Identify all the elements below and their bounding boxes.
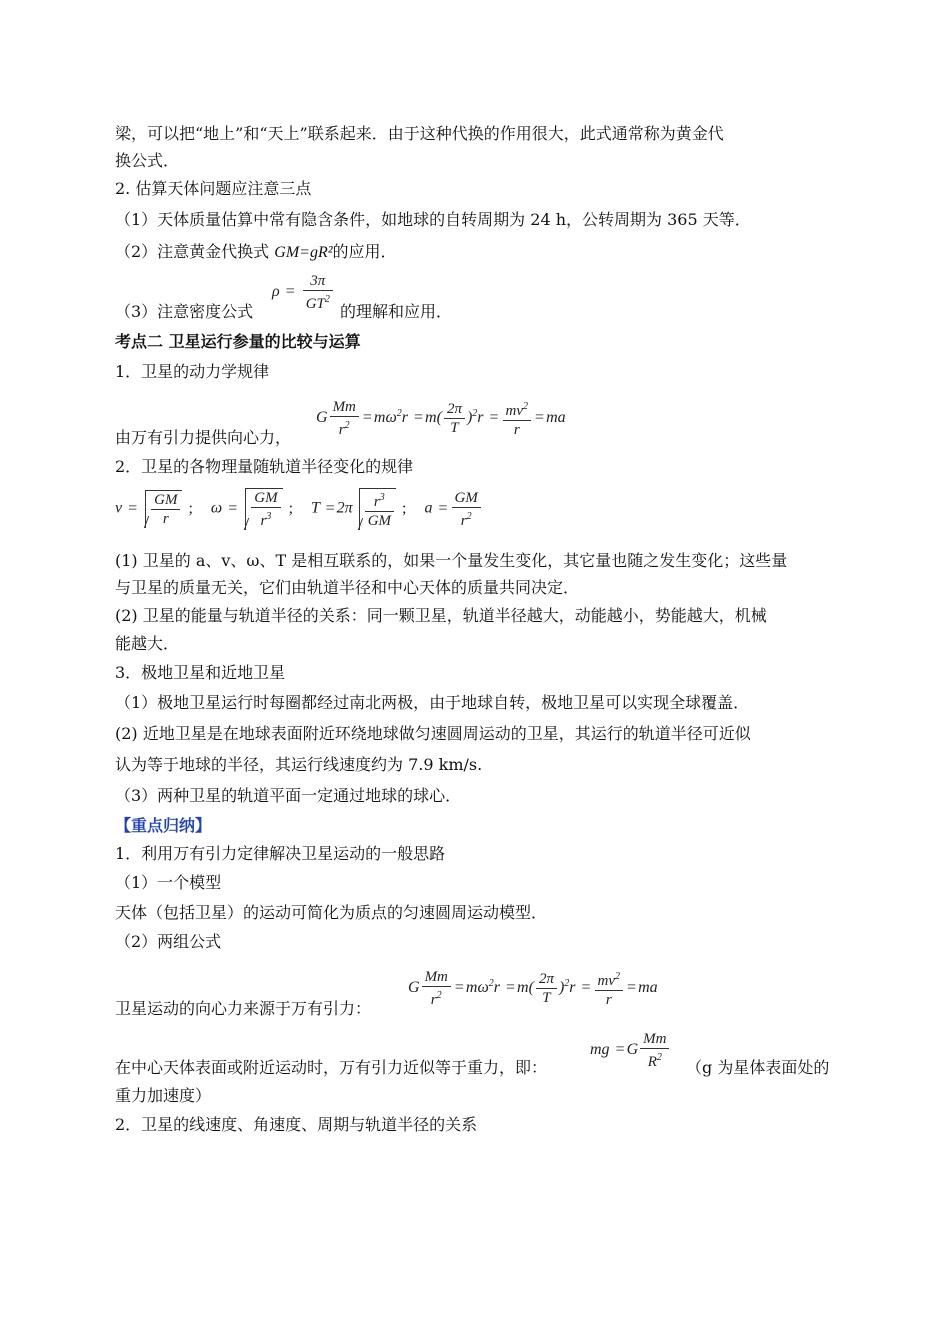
text-line: 2．卫星的线速度、角速度、周期与轨道半径的关系 (115, 1115, 478, 1134)
text-line: 2．卫星的各物理量随轨道半径变化的规律 (115, 457, 414, 476)
gravity-formula: mg = G $\frac{Mm}{R^2}$ (590, 1030, 671, 1071)
key-points-title: 【重点归纳】 (115, 816, 212, 835)
text-line (115, 241, 397, 264)
text-segment: 的应用． (332, 242, 397, 261)
dynamics-formula: G $\frac{Mm}{r^2}$ = $m\omega^2r = m$( $\frac{2\pi}{T}$ )$^2$r = $\frac{mv^2}{r}$ = ma (316, 399, 566, 438)
text-line: 2. 估算天体问题应注意三点 (115, 179, 312, 198)
text-line: 与卫星的质量无关，它们由轨道半径和中心天体的质量共同决定． (115, 578, 580, 597)
text-line: （1）极地卫星运行时每圈都经过南北两极，由于地球自转，极地卫星可以实现全球覆盖． (115, 693, 750, 712)
text-line: 卫星运动的向心力来源于万有引力： (115, 999, 372, 1018)
text-line: 1．卫星的动力学规律 (115, 362, 270, 381)
text-segment: （2）注意黄金代换式 (115, 242, 275, 261)
text-line: （1）一个模型 (115, 873, 222, 892)
text-line: 换公式． (115, 151, 180, 170)
orbit-formulas: v = $\frac{GM}{r}$ ; ω = $\frac{GM}{r^3}$ ; T = 2π $\frac{r^3}{GM}$ ; a = $\frac{GM}{r^2}$ (115, 488, 483, 530)
text-line: 在中心天体表面或附近运动时，万有引力近似等于重力，即： (115, 1058, 548, 1077)
golden-formula: GM=gR² (274, 244, 333, 261)
text-segment: （3）注意密度公式 (115, 302, 254, 321)
text-line: 天体（包括卫星）的运动可简化为质点的匀速圆周运动模型． (115, 903, 548, 922)
text-line: （2）两组公式 (115, 932, 222, 951)
text-line: 由万有引力提供向心力， (115, 428, 292, 447)
text-line: 1．利用万有引力定律解决卫星运动的一般思路 (115, 844, 446, 863)
density-formula: ρ = $\frac{3\pi}{GT^2}$ (272, 272, 335, 313)
text-line: (1) 卫星的 a、v、ω、T 是相互联系的，如果一个量发生变化，其它量也随之发生变化；这些量 (115, 551, 788, 570)
text-line: 重力加速度） (115, 1086, 212, 1105)
text-line (115, 301, 253, 323)
text-line: (2) 近地卫星是在地球表面附近环绕地球做匀速圆周运动的卫星，其运行的轨道半径可近似 (115, 724, 751, 743)
text-line: (2) 卫星的能量与轨道半径的关系：同一颗卫星，轨道半径越大，动能越小，势能越大，机械 (115, 606, 767, 625)
text-line: 能越大． (115, 634, 180, 653)
text-line: （3）两种卫星的轨道平面一定通过地球的球心． (115, 786, 462, 805)
text-segment: （g 为星体表面处的 (686, 1058, 830, 1077)
text-line: 梁，可以把“地上”和“天上”联系起来．由于这种代换的作用很大，此式通常称为黄金代 (115, 124, 724, 143)
text-segment: 的理解和应用． (340, 302, 453, 321)
text-line: 认为等于地球的半径，其运行线速度约为 7.9 km/s. (115, 755, 483, 774)
text-line: 3．极地卫星和近地卫星 (115, 663, 286, 682)
centripetal-formula: G $\frac{Mm}{r^2}$ = $m\omega^2r = m$( $\frac{2\pi}{T}$ )$^2$r = $\frac{mv^2}{r}$ = ma (408, 969, 658, 1008)
text-line: （1）天体质量估算中常有隐含条件，如地球的自转周期为 24 h，公转周期为 365 天等． (115, 210, 751, 229)
section-title: 考点二 卫星运行参量的比较与运算 (115, 332, 361, 351)
